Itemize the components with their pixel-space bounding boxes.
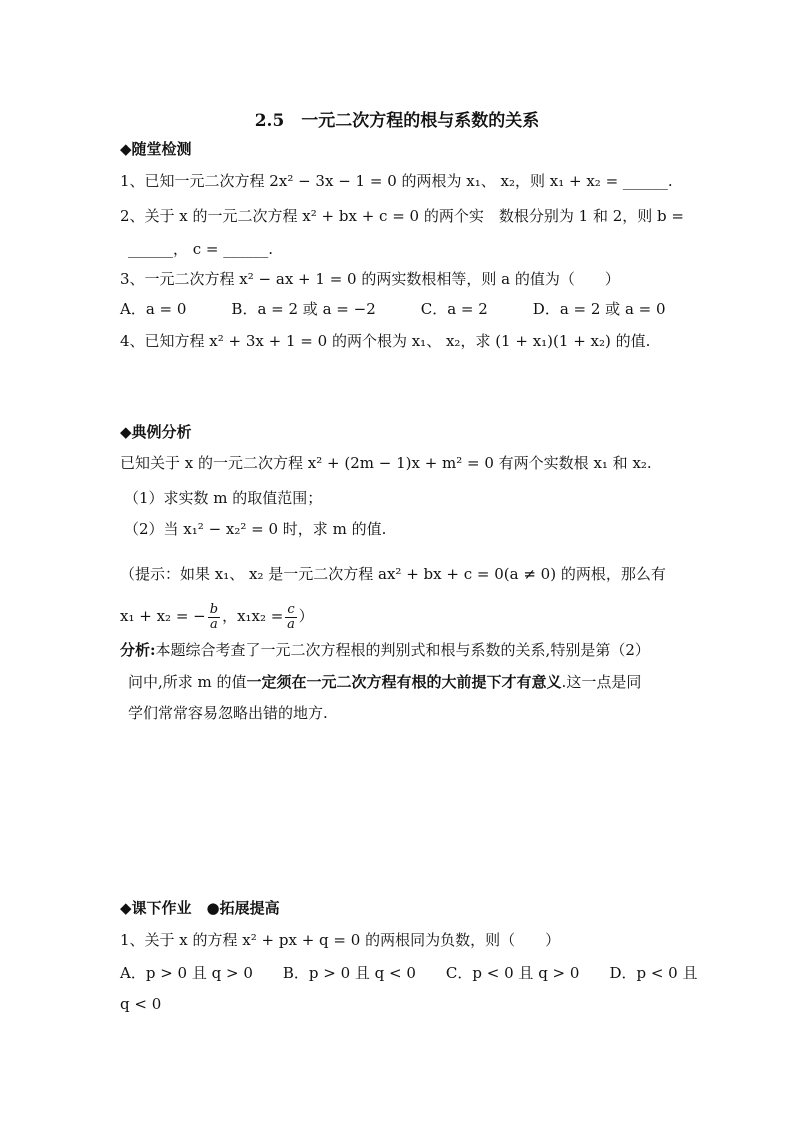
example-part-1: （1）求实数 m 的取值范围； — [124, 489, 323, 507]
analysis-text-2c: .这一点是同 — [561, 673, 642, 691]
page-title: 2.5 一元二次方程的根与系数的关系 — [254, 111, 540, 131]
fraction-b-over-a — [208, 603, 220, 632]
section-heading-examples: ◆典例分析 — [120, 423, 192, 441]
homework-question-1-options-cont: q < 0 — [120, 995, 162, 1013]
practice-question-3-options: A．a = 0 B．a = 2 或 a = −2 C．a = 2 D．a = 2 或 a = 0 — [120, 300, 666, 318]
example-hint-line-1: （提示：如果 x₁、 x₂ 是一元二次方程 ax² + bx + c = 0(a ≠ 0) 的两根，那么有 — [120, 565, 666, 583]
section-heading-homework: ◆课下作业 ●拓展提高 — [120, 899, 280, 917]
practice-question-3: 3、一元二次方程 x² − ax + 1 = 0 的两实数根相等，则 a 的值为（ ） — [120, 270, 620, 288]
hint-product-text: ，x₁x₂ = — [222, 607, 284, 625]
example-hint-line-2 — [120, 596, 680, 636]
fraction-denominator: a — [287, 616, 295, 632]
practice-question-2-cont: ______， c = ______. — [128, 240, 274, 258]
homework-question-1-options: A．p > 0 且 q > 0 B．p > 0 且 q < 0 C．p < 0 且 q > 0 D．p < 0 且 — [120, 964, 698, 982]
analysis-emphasis: 一定须在一元二次方程有根的大前提下才有意义 — [246, 673, 562, 691]
hint-close-paren: ） — [298, 607, 314, 625]
section-heading-practice: ◆随堂检测 — [120, 140, 192, 158]
fraction-numerator: b — [209, 601, 219, 617]
practice-question-2: 2、关于 x 的一元二次方程 x² + bx + c = 0 的两个实 数根分别为 1 和 2，则 b = — [120, 207, 684, 225]
fraction-denominator: a — [210, 616, 218, 632]
fraction-numerator: c — [287, 601, 295, 617]
analysis-line-2 — [128, 671, 688, 693]
homework-question-1: 1、关于 x 的方程 x² + px + q = 0 的两根同为负数，则（ ） — [120, 931, 561, 949]
fraction-c-over-a — [285, 603, 296, 632]
example-stem: 已知关于 x 的一元二次方程 x² + (2m − 1)x + m² = 0 有两个实数根 x₁ 和 x₂. — [120, 454, 652, 472]
practice-question-4: 4、已知方程 x² + 3x + 1 = 0 的两个根为 x₁、 x₂，求 (1 + x₁)(1 + x₂) 的值. — [120, 332, 651, 350]
analysis-line-1 — [120, 639, 680, 661]
hint-sum-text: x₁ + x₂ = − — [120, 607, 206, 625]
analysis-label: 分析: — [120, 641, 156, 659]
practice-question-1: 1、已知一元二次方程 2x² − 3x − 1 = 0 的两根为 x₁、 x₂，则 x₁ + x₂ = ______. — [120, 172, 673, 190]
analysis-text-2a: 问中,所求 m 的值 — [128, 673, 247, 691]
analysis-text-1: 本题综合考查了一元二次方程根的判别式和根与系数的关系,特别是第（2） — [155, 641, 650, 659]
example-part-2: （2）当 x₁² − x₂² = 0 时，求 m 的值. — [124, 520, 387, 538]
analysis-line-3: 学们常常容易忽略出错的地方. — [128, 704, 328, 722]
